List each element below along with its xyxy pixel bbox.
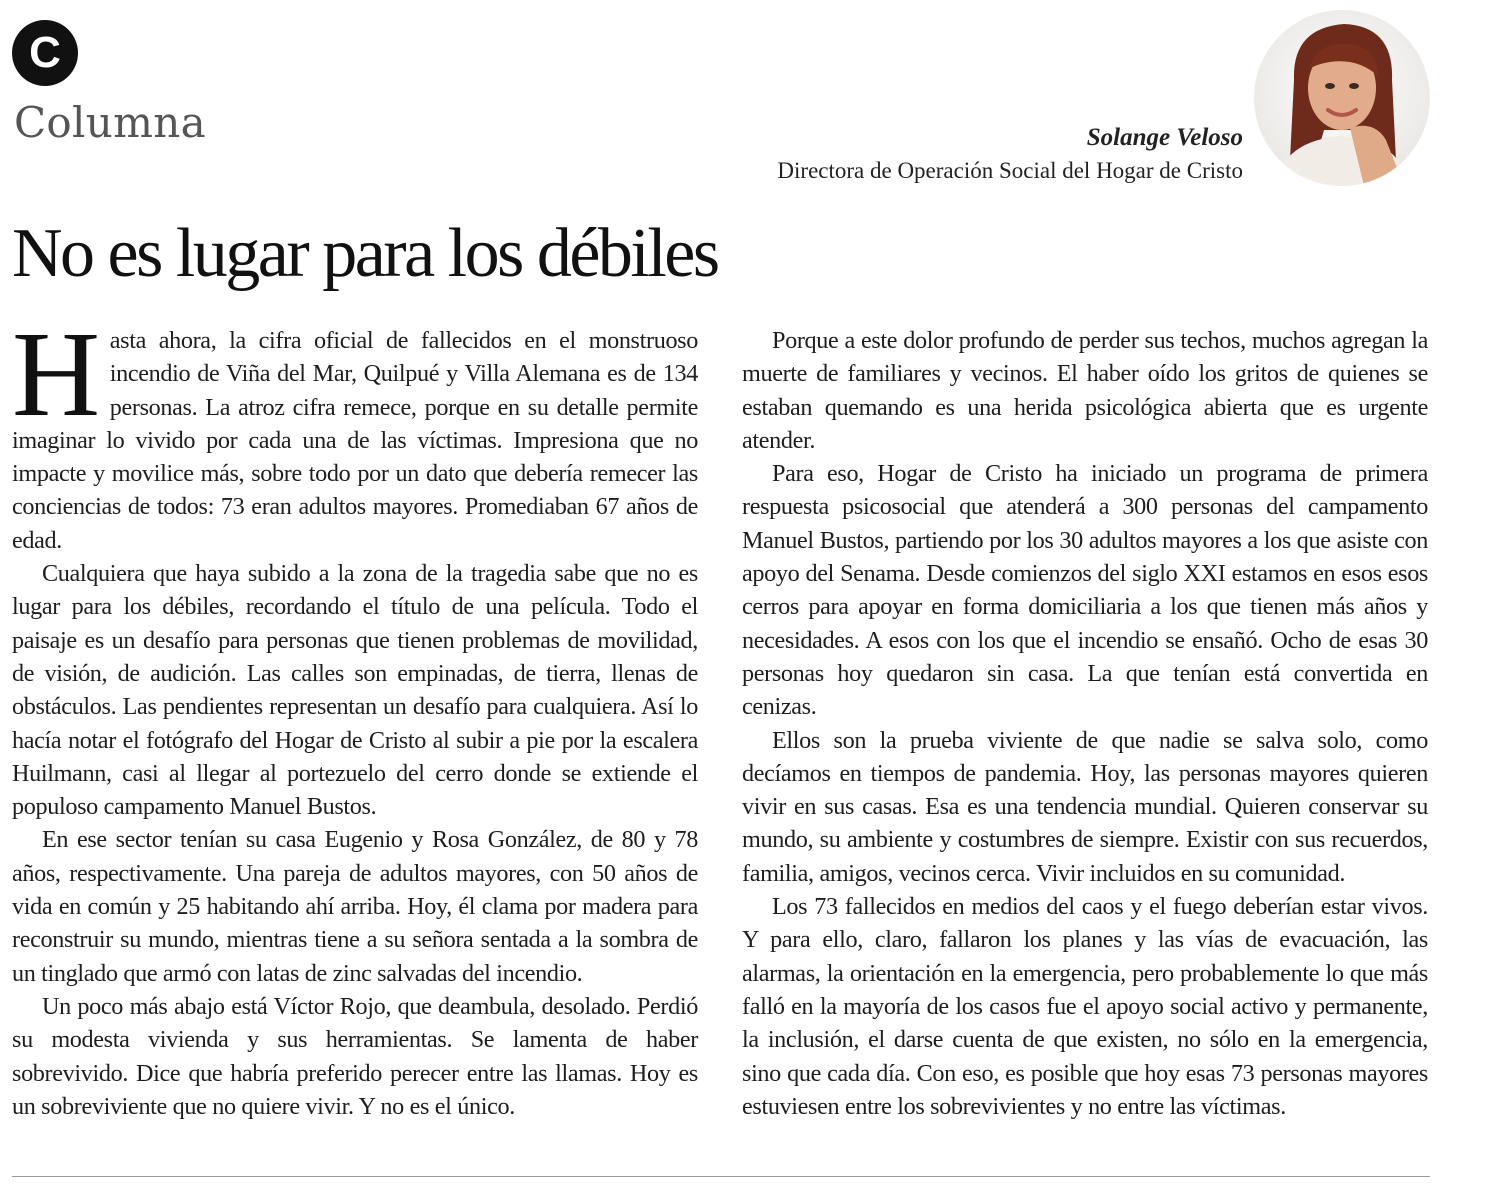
author-name: Solange Veloso [1086, 124, 1243, 151]
paragraph-8: Los 73 fallecidos en medios del caos y el fuego deberían estar vivos. Y para ello, claro, fallaron los planes y las vías de evacuación, las alarmas, la orientación en la emergencia, pero probablemente lo que más falló en la mayoría de los casos fue el apoyo social activo y permanente, la inclusión, el darse cuenta de que existen, no sólo en la emergencia, sino que cada día. Con eso, es posible que hoy esas 73 personas mayores estuviesen entre los sobrevivientes y no entre las víctimas. [742, 893, 1428, 1120]
section-badge: C [12, 20, 78, 86]
paragraph-1 [12, 307, 698, 557]
paragraph-3: En ese sector tenían su casa Eugenio y Rosa González, de 80 y 78 años, respectivamente. Una pareja de adultos mayores, con 50 años de vida en común y 25 habitando ahí arriba. Hoy, él clama por madera para reconstruir su mundo, mientras tiene a su señora sentada a la sombra de un tinglado que armó con latas de zinc salvadas del incendio. [12, 826, 698, 987]
section-label: Columna [14, 98, 206, 147]
paragraph-6: Para eso, Hogar de Cristo ha iniciado un programa de primera respuesta psicosocial que atenderá a 300 personas del campamento Manuel Bustos, partiendo por los 30 adultos mayores a los que asiste con apoyo del Senama. Desde comienzos del siglo XXI estamos en esos esos cerros para apoyar en forma domiciliaria a los que tienen más años y necesidades. A esos con los que el incendio se ensañó. Ocho de esas 30 personas hoy quedaron sin casa. La que tenían está convertida en cenizas. [742, 460, 1428, 721]
author-role: Directora de Operación Social del Hogar de Cristo [777, 158, 1243, 183]
dropcap: H [12, 307, 100, 442]
article-column-right [742, 324, 1428, 1123]
article-column-left [12, 307, 698, 1123]
paragraph-7: Ellos son la prueba viviente de que nadie se salva solo, como decíamos en tiempos de pandemia. Hoy, las personas mayores quieren vivir en sus casas. Esa es una tendencia mundial. Quieren conservar su mundo, su ambiente y costumbres de siempre. Existir con sus recuerdos, familia, amigos, vecinos cerca. Vivir incluidos en su comunidad. [742, 726, 1428, 887]
paragraph-2: Cualquiera que haya subido a la zona de la tragedia sabe que no es lugar para los débiles, recordando el título de una película. Todo el paisaje es un desafío para personas que tienen problemas de movilidad, de visión, de audición. Las calles son empinadas, de tierra, llenas de obstáculos. Las pendientes representan un desafío para cualquiera. Así lo hacía notar el fotógrafo del Hogar de Cristo al subir a pie por la escalera Huilmann, casi al llegar al portezuelo del cerro donde se extiende el populoso campamento Manuel Bustos. [12, 560, 698, 821]
headline: No es lugar para los débiles [12, 215, 718, 292]
paragraph-4: Un poco más abajo está Víctor Rojo, que deambula, desolado. Perdió su modesta vivienda y sus herramientas. Se lamenta de haber sobrevivido. Dice que habría preferido perecer entre las llamas. Hoy es un sobreviviente que no quiere vivir. Y no es el único. [12, 992, 698, 1120]
author-portrait [1254, 10, 1430, 186]
paragraph-5: Porque a este dolor profundo de perder sus techos, muchos agregan la muerte de familiares y vecinos. El haber oído los gritos de quienes se estaban quemando es una herida psicológica abierta que es urgente atender. [742, 327, 1428, 454]
bottom-rule [12, 1176, 1430, 1177]
paragraph-1-text: asta ahora, la cifra oficial de fallecidos en el monstruoso incendio de Viña del Mar, Quilpué y Villa Alemana es de 134 personas. La atroz cifra remece, porque en su detalle permite imaginar lo vivido por cada una de las víctimas. Impresiona que no impacte y movilice más, sobre todo por un dato que debería remecer las conciencias de todos: 73 eran adultos mayores. Promediaban 67 años de edad. [12, 327, 698, 554]
